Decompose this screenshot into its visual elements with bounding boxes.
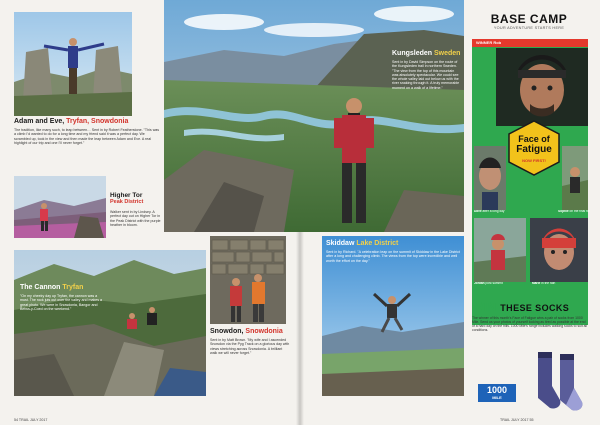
winner-photo xyxy=(496,48,588,126)
photo-adam-and-eve xyxy=(14,12,132,116)
win-heading xyxy=(472,300,569,314)
thumb-desc: after a long day xyxy=(482,210,505,213)
win-body-text: The winner of this month's Face of Fatigue wins a pair of socks from 1000 Mile. Send us your photos of yourself looking as tired as possible at the end of a hard day on the hills. 1000 Mile's range includes walking socks to suit all conditions. xyxy=(472,316,588,332)
caption-skiddaw-body: Sent in by Richard. "A celebration leap on the summit of Skiddaw in the Lake District after a long and challenging climb. The views from the top were incredible and well worth the effort on the day." xyxy=(326,250,460,263)
caption-higher-tor-title xyxy=(110,192,170,205)
caption-place-text: Tryfan xyxy=(60,284,84,291)
caption-adam-eve-title xyxy=(14,118,174,125)
caption-place-text: Peak District xyxy=(110,199,144,205)
thumb-caption-1 xyxy=(474,210,508,218)
1000-mile-logo xyxy=(478,384,516,402)
thumb-name: Dave xyxy=(474,210,482,213)
caption-title-text: Adam and Eve, xyxy=(14,118,65,125)
caption-cannon-body: "On my cheeky day up Tryfan, the cannon was a must. The rock juts out over the valley and makes a great photo. We were in Snowdonia, Bangor and Betws-y-Coed on the weekend." xyxy=(20,294,103,311)
caption-kungsleden-body: Sent in by David Simpson on the route of the Kungsleden trail in northern Sweden. "The view from the top of this mountain was absolutely spectacular. We could see the whole valley laid out below us with the river snaking through it. A truly memorable moment on a walk of a lifetime." xyxy=(392,60,460,90)
caption-title-text: Skiddaw xyxy=(326,240,355,247)
socks-image xyxy=(532,350,588,412)
thumb-caption-2 xyxy=(558,210,590,218)
mile-sub: MILE xyxy=(492,395,502,400)
right-folio: TRAIL JULY 2017 55 xyxy=(500,418,534,422)
winner-banner: WINNER Rob xyxy=(472,39,588,47)
thumb-photo-3 xyxy=(474,218,526,282)
badge-sub: NOW FIRST! xyxy=(522,158,546,163)
caption-cannon-title xyxy=(20,284,83,291)
thumb-desc: on the final hill xyxy=(569,210,590,213)
photo-snowdon xyxy=(210,236,286,324)
badge-line1: Face of xyxy=(518,134,550,144)
thumb-name: Marie xyxy=(532,282,541,285)
thumb-caption-3 xyxy=(474,282,526,290)
caption-snowdon-body: Sent in by Matt Brown. "My wife and I ascended Snowdon via the Pyg Track on a glorious day with views stretching across Snowdonia. A brilliant walk we will never forget." xyxy=(210,338,290,355)
base-camp-tagline: YOUR ADVENTURE STARTS HERE xyxy=(493,26,565,30)
caption-kungsleden-title xyxy=(392,50,460,57)
caption-place-text: Sweden xyxy=(432,50,461,57)
base-camp-sidebar xyxy=(466,12,592,416)
caption-title-text: Higher Tor xyxy=(110,192,143,199)
photo-higher-tor xyxy=(14,176,106,238)
win-word: WIN xyxy=(472,300,497,314)
caption-higher-tor-body: Walker sent in by Lindsey. A perfect day out on Higher Tor in the Peak District with the purple heather in bloom. xyxy=(110,210,161,227)
thumb-desc: in the rain xyxy=(541,282,556,285)
caption-title-text: Snowdon, xyxy=(210,328,244,335)
mile-brand: 1000 xyxy=(486,385,508,395)
caption-adam-eve-body: The tradition, like many such, to leap between… Sent in by Robert Featherstone. "This was a climb I'd wanted to do for a long time and my friend said it was a perfect day. We scrambled up, took in the view and then made the leap between Adam and Eve. A real highlight of our trip and one I'll never forget." xyxy=(14,128,160,145)
caption-title-text: Kungsleden xyxy=(392,50,433,57)
thumb-photo-1 xyxy=(474,146,506,210)
badge-line2: Fatigue xyxy=(516,144,552,155)
caption-title-text: The Cannon xyxy=(20,284,61,291)
left-folio: 54 TRAIL JULY 2017 xyxy=(14,418,48,422)
thumb-photo-2 xyxy=(562,146,588,210)
thumb-caption-4 xyxy=(532,282,588,290)
base-camp-title: BASE CAMP xyxy=(490,12,568,26)
caption-skiddaw-title xyxy=(326,240,456,247)
win-rest: THESE SOCKS xyxy=(500,303,570,313)
caption-snowdon-title xyxy=(210,328,296,335)
thumb-desc: post summit xyxy=(485,282,503,285)
caption-place-text: Tryfan, Snowdonia xyxy=(64,118,129,125)
thumb-name: Sophie xyxy=(558,210,569,213)
thumb-name: Jordan xyxy=(474,282,485,285)
caption-place-text: Lake District xyxy=(354,240,399,247)
thumb-photo-4 xyxy=(530,218,588,282)
caption-place-text: Snowdonia xyxy=(243,328,283,335)
